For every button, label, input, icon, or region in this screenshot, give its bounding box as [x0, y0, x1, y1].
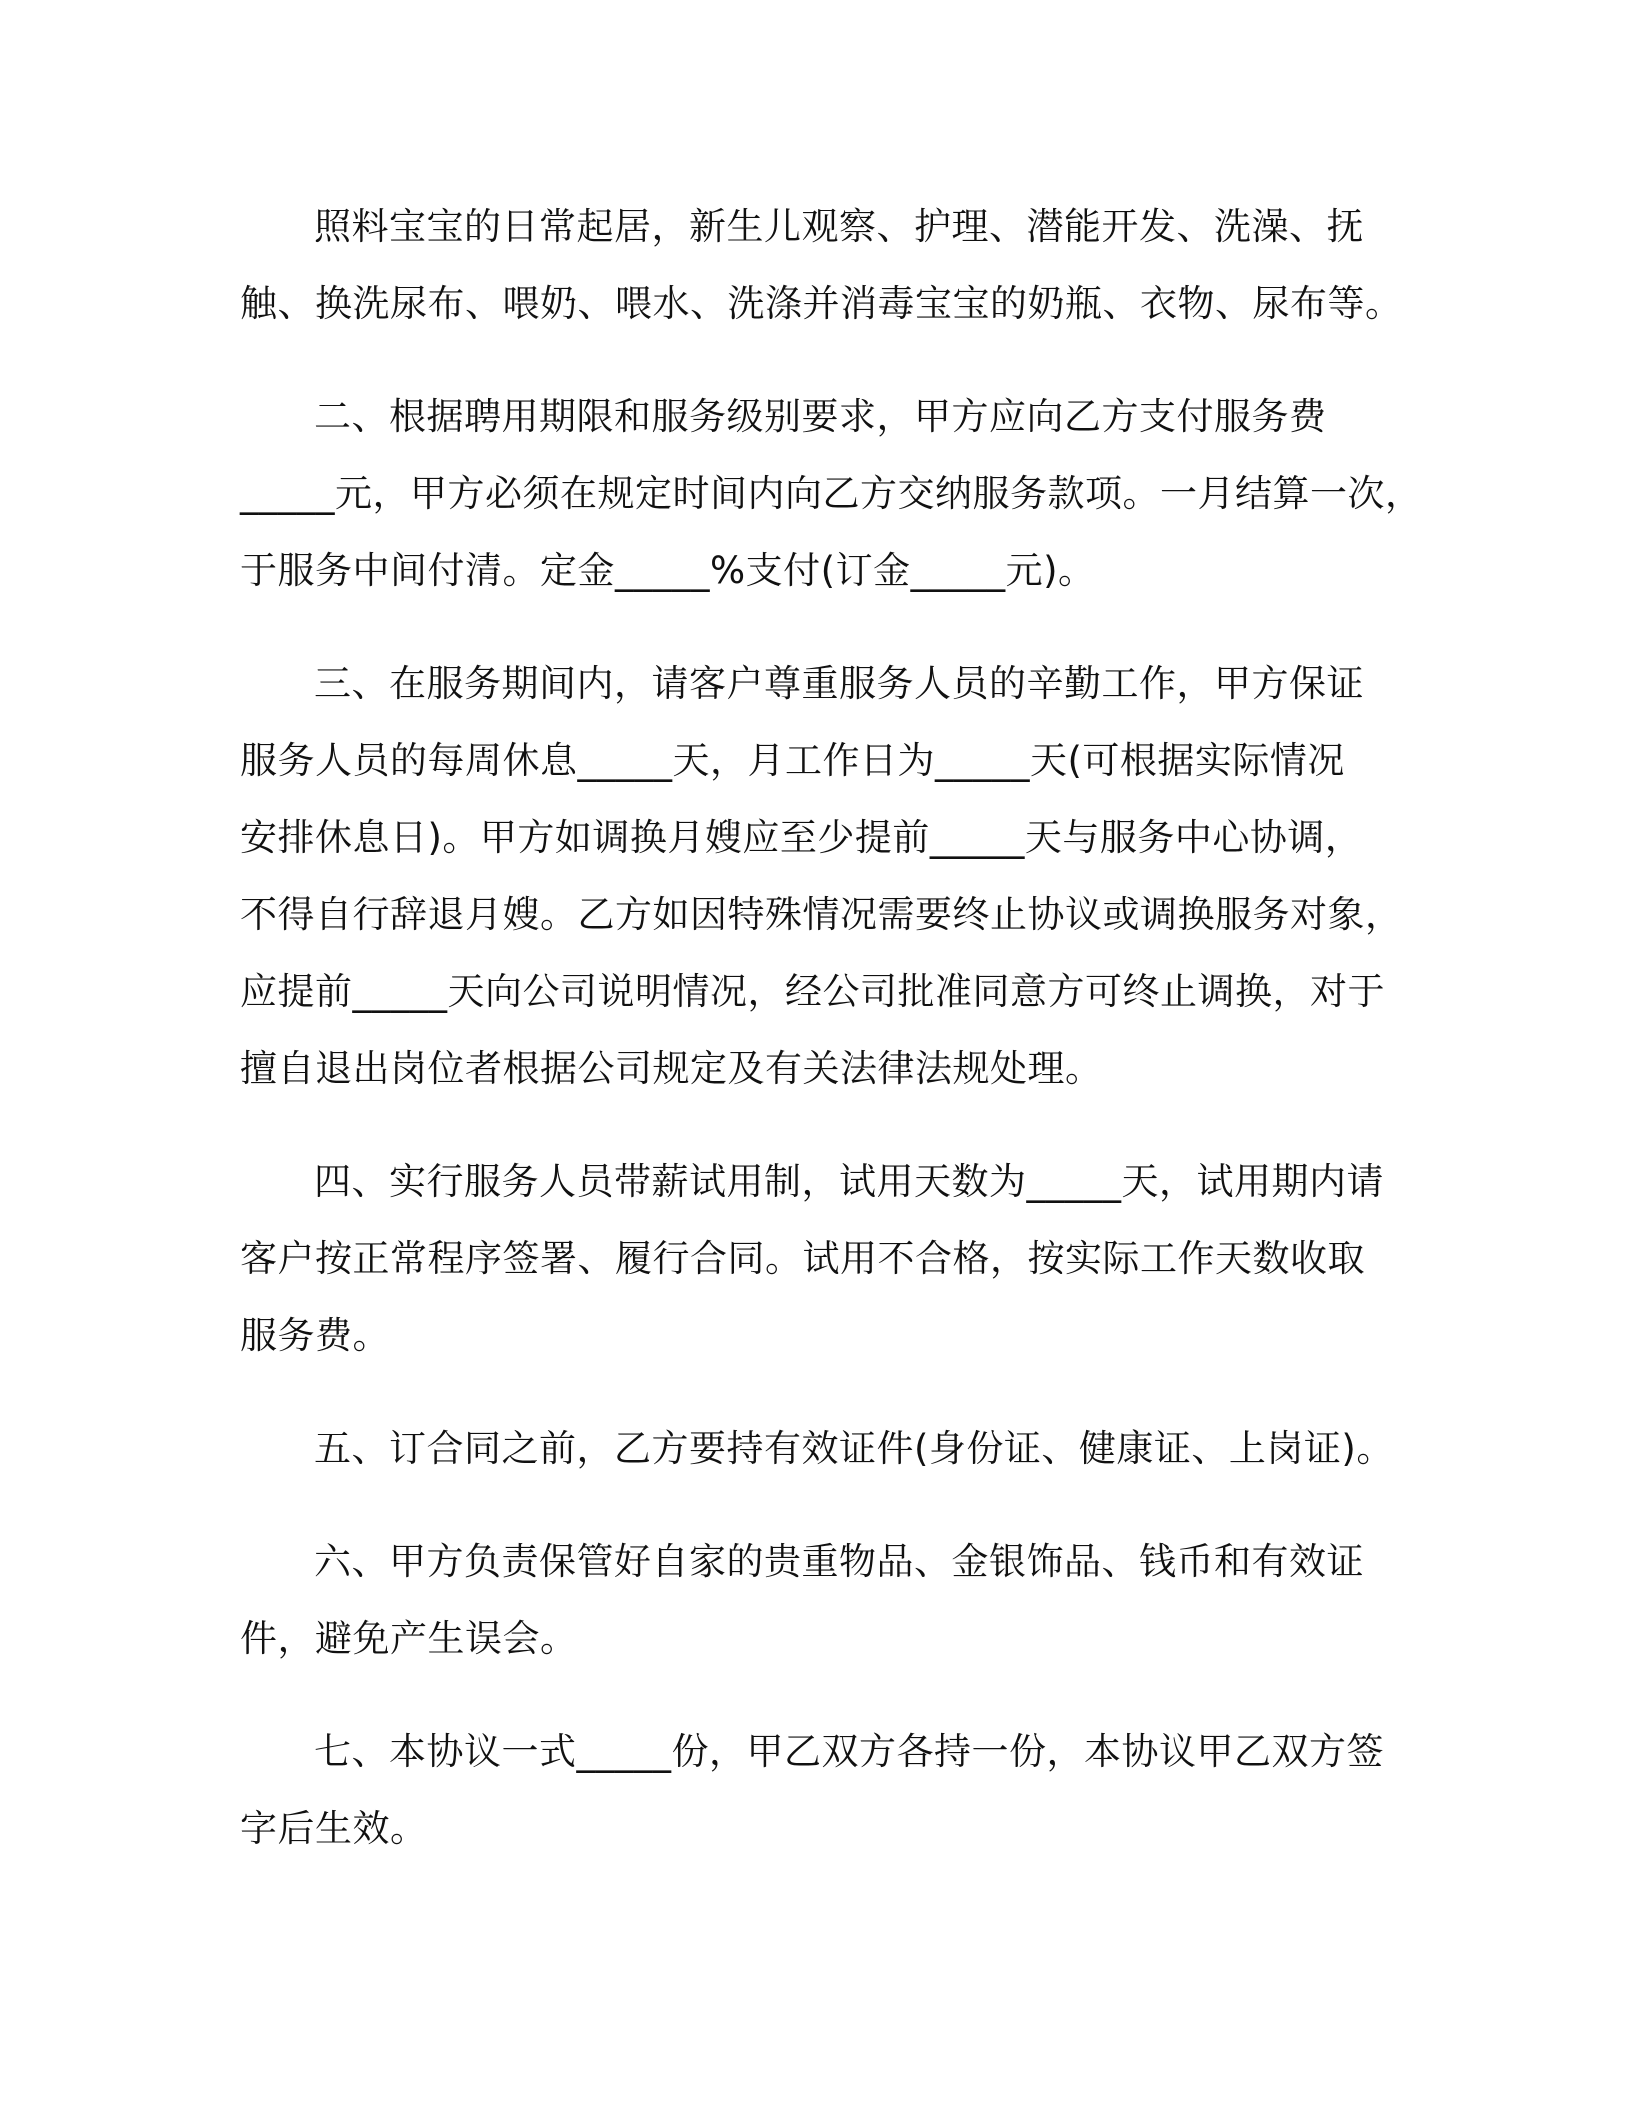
paragraph-line: 二、根据聘用期限和服务级别要求，甲方应向乙方支付服务费	[314, 395, 1327, 438]
paragraph-line: 擅自退出岗位者根据公司规定及有关法律法规处理。	[240, 1047, 1103, 1090]
paragraph-line: 件，避免产生误会。	[240, 1617, 578, 1660]
paragraph-line: 五、订合同之前，乙方要持有效证件(身份证、健康证、上岗证)。	[314, 1427, 1394, 1470]
paragraph-line: 触、换洗尿布、喂奶、喂水、洗涤并消毒宝宝的奶瓶、衣物、尿布等。	[240, 282, 1403, 325]
paragraph-line: 不得自行辞退月嫂。乙方如因特殊情况需要终止协议或调换服务对象，	[240, 893, 1403, 936]
paragraph-line: 字后生效。	[240, 1807, 428, 1850]
paragraph-line: 照料宝宝的日常起居，新生儿观察、护理、潜能开发、洗澡、抚	[314, 205, 1364, 248]
paragraph-line: 服务费。	[240, 1314, 390, 1357]
paragraph-line: 安排休息日)。甲方如调换月嫂应至少提前_____天与服务中心协调，	[240, 816, 1363, 859]
paragraph-clause-7	[240, 1713, 1410, 1867]
paragraph-line: 三、在服务期间内，请客户尊重服务人员的辛勤工作，甲方保证	[314, 662, 1364, 705]
paragraph-line: 应提前_____天向公司说明情况，经公司批准同意方可终止调换，对于	[240, 970, 1385, 1013]
paragraph-line: 六、甲方负责保管好自家的贵重物品、金银饰品、钱币和有效证	[314, 1540, 1364, 1583]
paragraph-clause-6	[240, 1523, 1410, 1677]
paragraph-line: 四、实行服务人员带薪试用制，试用天数为_____天，试用期内请	[314, 1160, 1384, 1203]
paragraph-line: 七、本协议一式_____份，甲乙双方各持一份，本协议甲乙双方签	[314, 1730, 1384, 1773]
paragraph-clause-2	[240, 378, 1423, 609]
paragraph-line: 客户按正常程序签署、履行合同。试用不合格，按实际工作天数收取	[240, 1237, 1365, 1280]
paragraph-line: 服务人员的每周休息_____天，月工作日为_____天(可根据实际情况	[240, 739, 1345, 782]
paragraph-clause-5	[240, 1410, 1410, 1487]
paragraph-clause-4	[240, 1143, 1410, 1374]
paragraph-line: _____元，甲方必须在规定时间内向乙方交纳服务款项。一月结算一次，	[240, 472, 1423, 515]
paragraph-clause-3	[240, 645, 1410, 1107]
paragraph-line: 于服务中间付清。定金_____%支付(订金_____元)。	[240, 549, 1096, 592]
paragraph-care-duties	[240, 188, 1410, 342]
document-body	[240, 188, 1423, 1903]
